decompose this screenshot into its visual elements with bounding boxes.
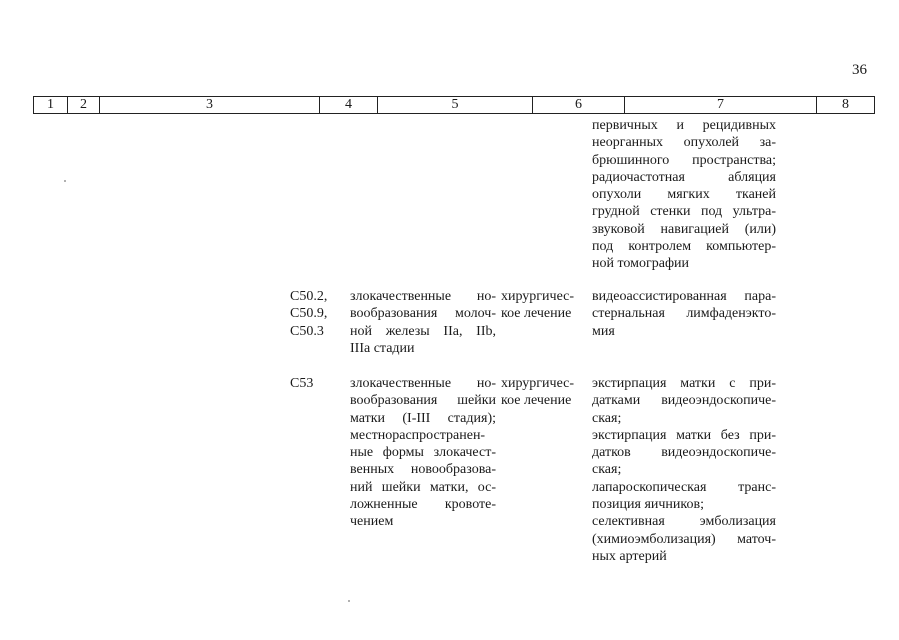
text-line: радиочастотная абляция: [592, 169, 776, 185]
header-cell-2: 2: [68, 97, 100, 113]
text-line: лапароскопическая транс-: [592, 479, 776, 495]
text-line: стернальная лимфаденэкто-: [592, 306, 776, 322]
scan-speck: [64, 180, 66, 182]
text-line: вообразования молоч-: [350, 306, 496, 322]
header-cell-3: 3: [100, 97, 320, 113]
text-line: датков видеоэндоскопиче-: [592, 445, 776, 461]
text-line: матки (I-III стадия);: [350, 410, 496, 426]
text-line: грудной стенки под ультра-: [592, 204, 776, 220]
text-line: хирургичес-: [501, 289, 575, 304]
text-line: мия: [592, 323, 615, 339]
table-header-row: [33, 96, 875, 114]
icd-code: C50.3: [290, 323, 324, 339]
header-cell-1: 1: [34, 97, 68, 113]
text-line: звуковой навигацией (или): [592, 221, 776, 237]
text-line: кое лечение: [501, 393, 572, 409]
text-line: злокачественные но-: [350, 289, 496, 304]
text-line: злокачественные но-: [350, 376, 496, 391]
text-line: экстирпация матки с при-: [592, 376, 776, 391]
header-cell-8: 8: [842, 97, 849, 112]
text-line: селективная эмболизация: [592, 514, 776, 530]
text-line: ной томографии: [592, 256, 690, 272]
header-cell-4: 4: [320, 97, 378, 113]
text-line: датками видеоэндоскопиче-: [592, 393, 776, 409]
text-line: ская;: [592, 462, 622, 478]
text-line: позиция яичников;: [592, 497, 704, 513]
row-1-method: [592, 288, 776, 340]
text-line: видеоассистированная пара-: [592, 289, 776, 304]
text-line: экстирпация матки без при-: [592, 427, 776, 443]
text-line: под контролем компьютер-: [592, 239, 776, 255]
text-line: ложненные кровоте-: [350, 497, 496, 513]
text-line: опухоли мягких тканей: [592, 187, 776, 203]
header-cell-5: 5: [378, 97, 533, 113]
text-line: ская;: [592, 410, 622, 426]
icd-code: C50.9,: [290, 306, 328, 322]
text-line: брюшинного пространства;: [592, 152, 776, 168]
header-cell-7: 7: [625, 97, 817, 113]
icd-code: C50.2,: [290, 289, 328, 304]
row-2-method: [592, 375, 776, 565]
text-line: ний шейки матки, ос-: [350, 479, 496, 495]
text-line: местнораспространен-: [350, 427, 486, 443]
text-line: венных новообразова-: [350, 462, 496, 478]
text-line: чением: [350, 514, 394, 530]
text-line: (химиоэмболизация) маточ-: [592, 531, 776, 547]
header-cell-6: 6: [533, 97, 625, 113]
text-line: хирургичес-: [501, 376, 575, 391]
row-1-codes: [290, 288, 342, 340]
row-2-treatment: [501, 375, 585, 410]
text-line: IIIa стадии: [350, 340, 415, 356]
text-line: ной железы IIa, IIb,: [350, 323, 496, 339]
text-line: вообразования шейки: [350, 393, 496, 409]
continuation-method-cell: [592, 117, 776, 273]
text-line: кое лечение: [501, 306, 572, 322]
row-2-codes: [290, 375, 342, 392]
text-line: неорганных опухолей за-: [592, 135, 776, 151]
icd-code: C53: [290, 376, 314, 391]
scan-speck: [348, 600, 350, 602]
page-number: 36: [852, 62, 867, 78]
text-line: ных артерий: [592, 548, 667, 564]
text-line: первичных и рецидивных: [592, 118, 776, 133]
text-line: ные формы злокачест-: [350, 445, 496, 461]
row-1-diagnosis: [350, 288, 496, 357]
row-2-diagnosis: [350, 375, 496, 531]
row-1-treatment: [501, 288, 585, 323]
